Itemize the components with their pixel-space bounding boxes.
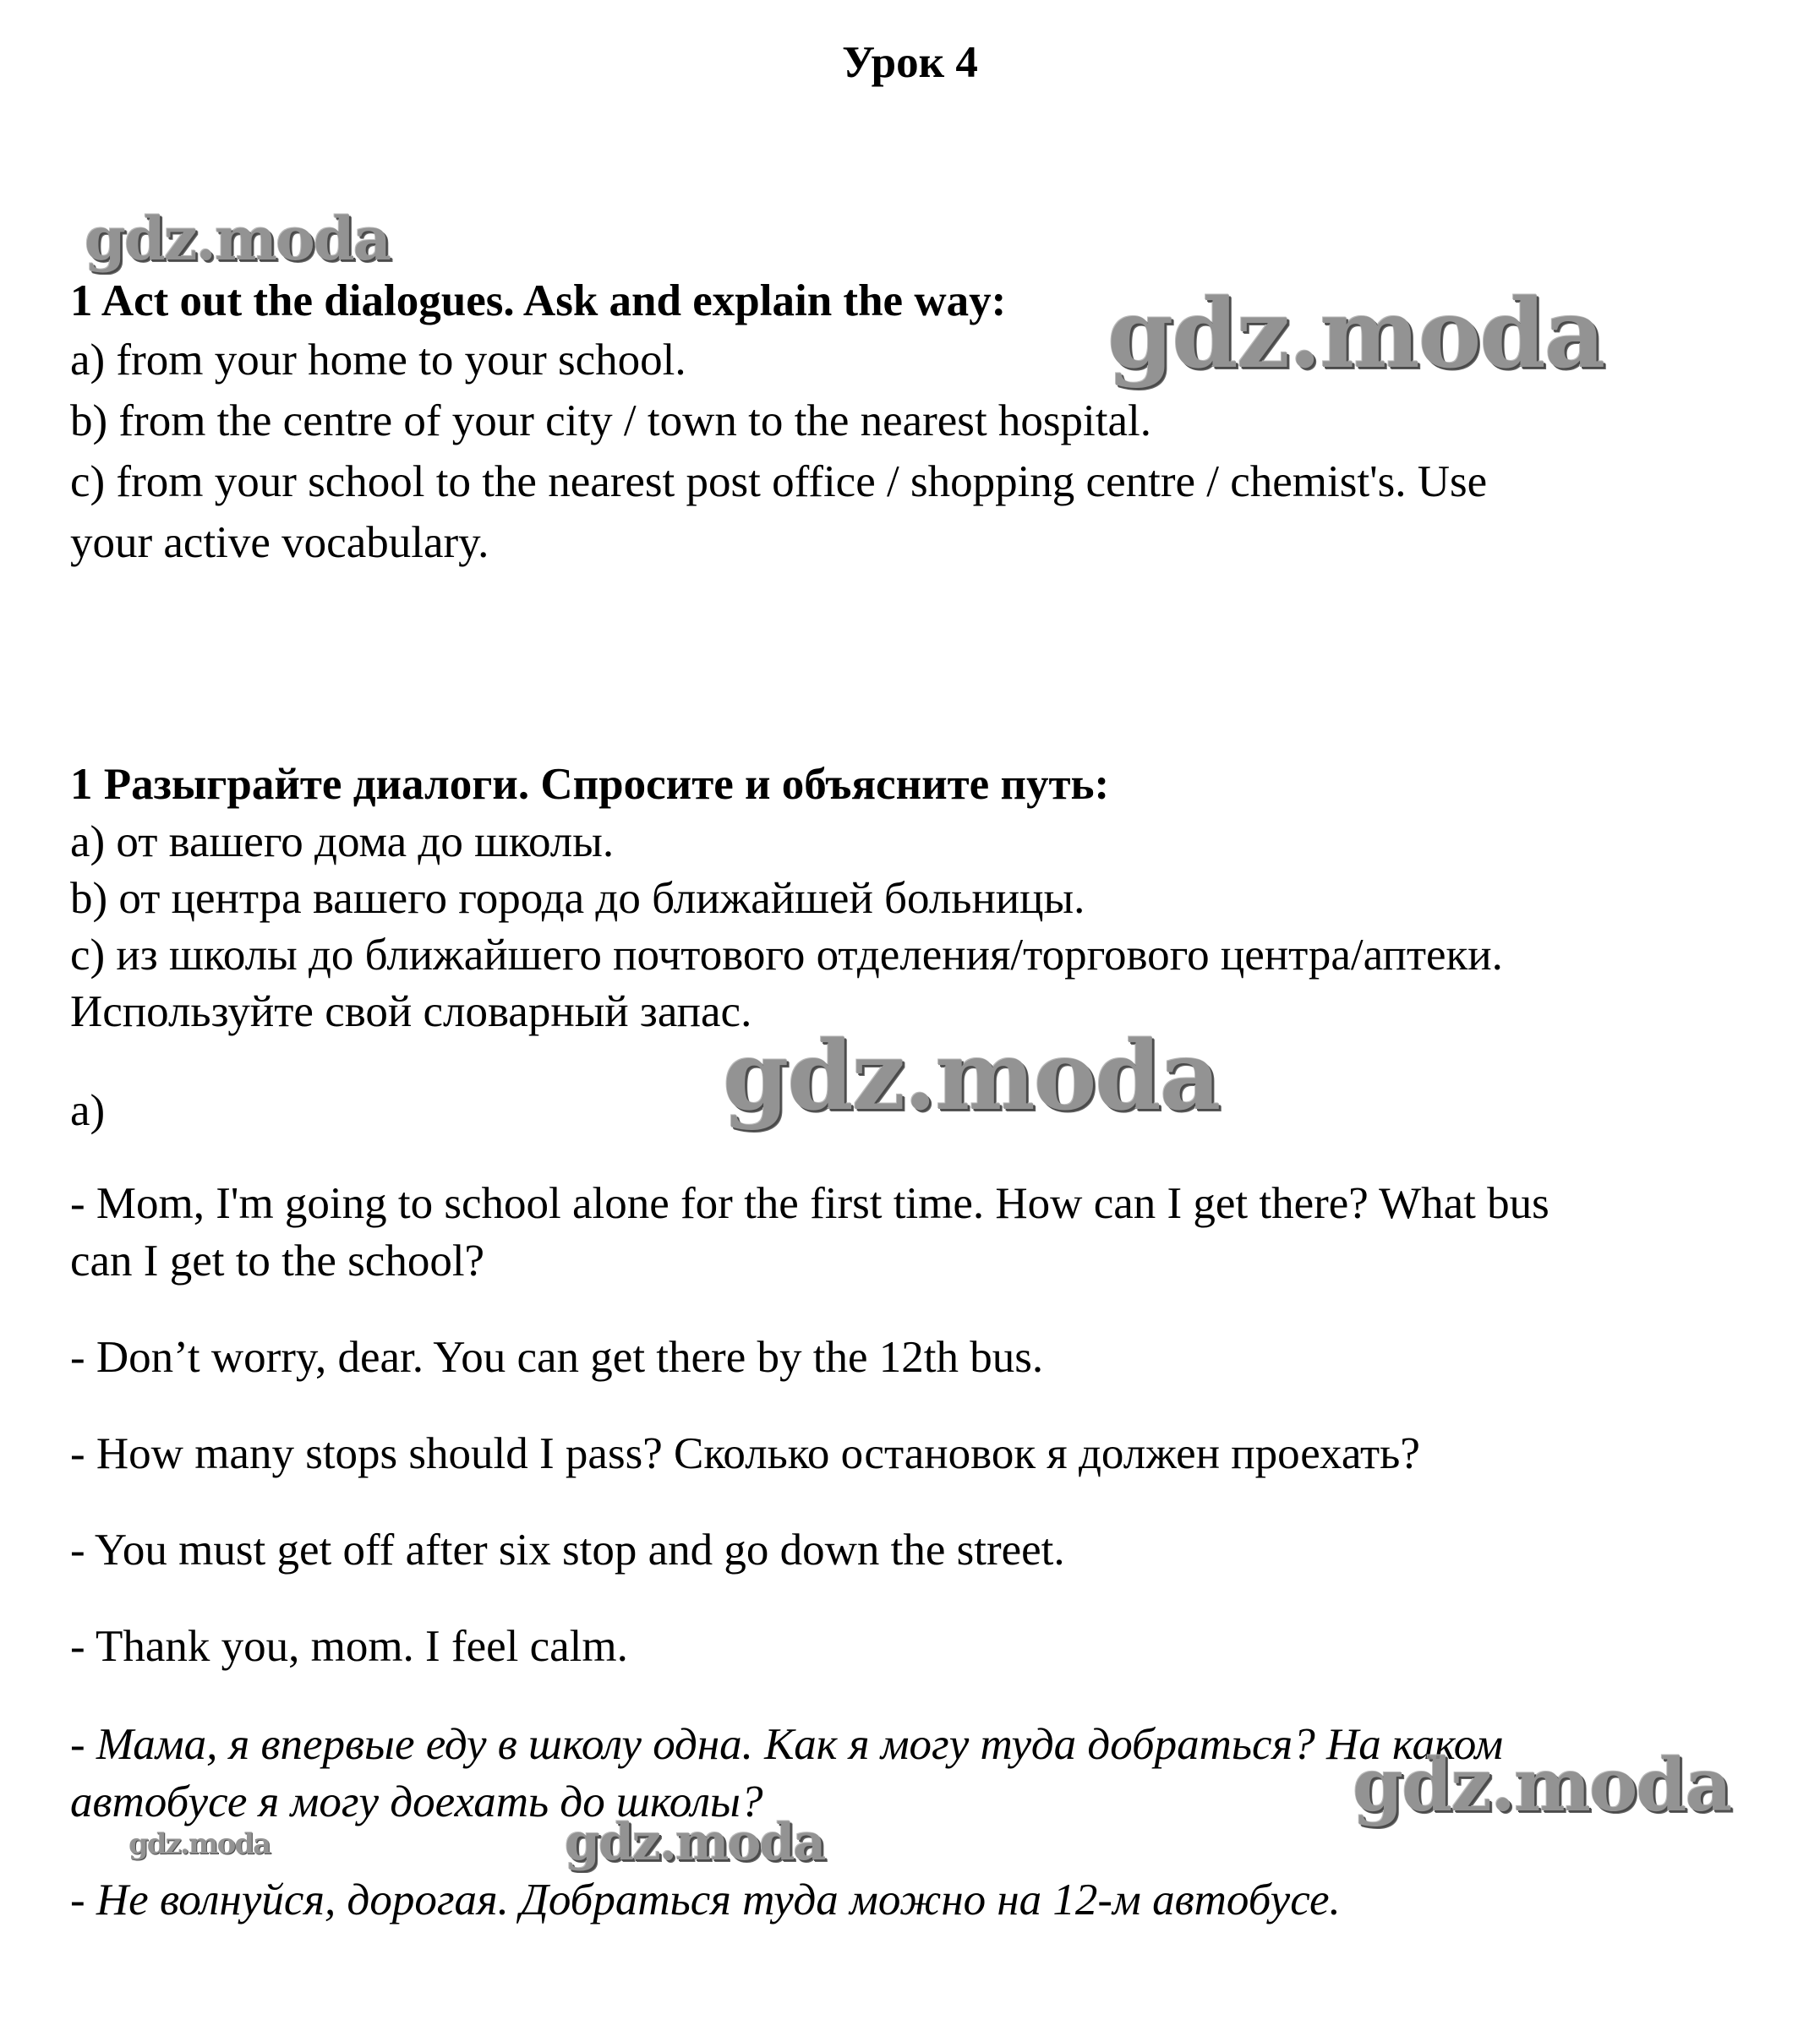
dialogue-en-line: - Thank you, mom. I feel calm. [70,1622,628,1671]
dialogue-en-line: - How many stops should I pass? Сколько остановок я должен проехать? [70,1429,1420,1478]
page-title: Урок 4 [842,38,978,87]
dialogue-ru-line: - Мама, я впервые еду в школу одна. Как я могу туда добраться? На каком [70,1720,1504,1769]
task-en-item-a: a) from your home to your school. [70,336,686,385]
dialogue-en-line: - Mom, I'm going to school alone for the first time. How can I get there? What bus [70,1179,1549,1228]
watermark: gdz.moda [85,204,391,274]
answer-label: a) [70,1086,106,1135]
watermark: gdz.moda [1107,279,1604,390]
task-en-item-c: c) from your school to the nearest post office / shopping centre / chemist's. Use [70,457,1488,506]
task-ru-item-c-cont: Используйте свой словарный запас. [70,987,752,1036]
task-ru-heading: 1 Разыграйте диалоги. Спросите и объясните путь: [70,760,1110,809]
task-ru-item-b: b) от центра вашего города до ближайшей больницы. [70,874,1085,923]
dialogue-ru-line-cont: автобусе я могу доехать до школы? [70,1777,763,1826]
watermark: gdz.moda [723,1021,1220,1132]
dialogue-en-line-cont: can I get to the school? [70,1237,485,1286]
dialogue-en-line: - You must get off after six stop and go down the street. [70,1526,1065,1575]
watermark: gdz.moda [565,1813,825,1872]
task-en-item-b: b) from the centre of your city / town to the nearest hospital. [70,396,1151,445]
watermark: gdz.moda [128,1827,271,1861]
dialogue-ru-line: - Не волнуйся, дорогая. Добраться туда можно на 12-м автобусе. [70,1875,1341,1924]
task-ru-item-a: a) от вашего дома до школы. [70,817,615,866]
watermark: gdz.moda [1353,1743,1731,1828]
task-en-item-c-cont: your active vocabulary. [70,518,489,567]
task-ru-item-c: c) из школы до ближайшего почтового отделения/торгового центра/аптеки. [70,931,1503,980]
task-en-heading: 1 Act out the dialogues. Ask and explain the way: [70,276,1007,325]
dialogue-en-line: - Don’t worry, dear. You can get there by the 12th bus. [70,1333,1044,1382]
